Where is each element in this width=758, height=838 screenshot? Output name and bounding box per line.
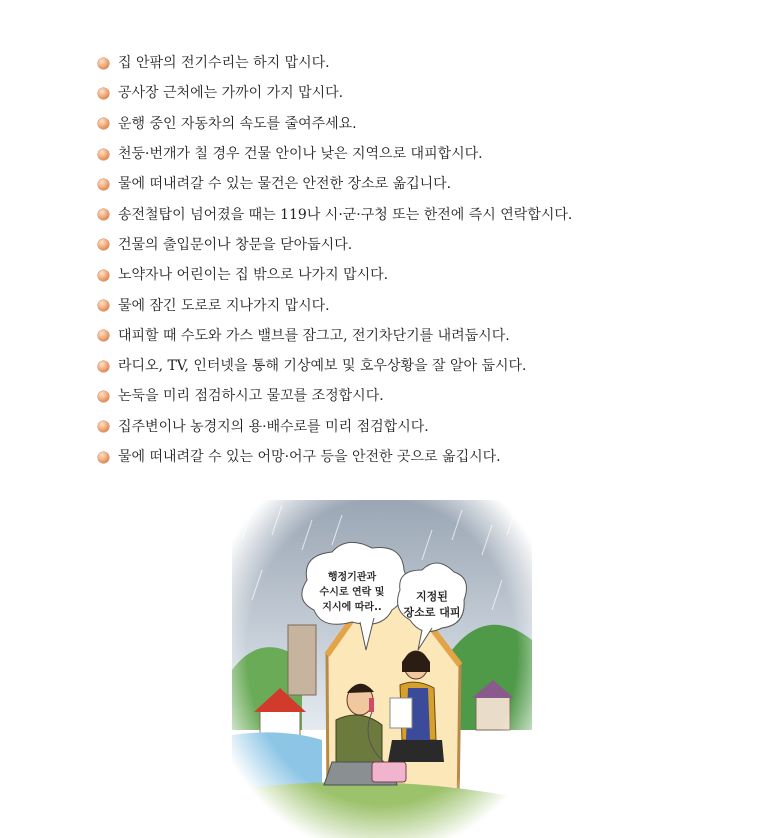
list-item-text: 라디오, TV, 인터넷을 통해 기상예보 및 호우상황을 잘 알아 둡시다. [118, 358, 527, 375]
bullet-icon [98, 452, 109, 463]
list-item [96, 230, 572, 260]
bullet-icon [98, 58, 109, 69]
list-item [96, 351, 572, 381]
list-item-text: 집주변이나 농경지의 용·배수로를 미리 점검합시다. [118, 418, 429, 435]
list-item [96, 139, 572, 169]
list-item [96, 442, 572, 472]
list-item-text: 공사장 근처에는 가까이 가지 맙시다. [118, 85, 344, 102]
list-item-text: 물에 떠내려갈 수 있는 물건은 안전한 장소로 옮깁니다. [118, 176, 452, 193]
list-item [96, 290, 572, 320]
list-item [96, 78, 572, 108]
list-item-text: 운행 중인 자동차의 속도를 줄여주세요. [118, 115, 357, 132]
list-item [96, 169, 572, 199]
list-item [96, 381, 572, 411]
bullet-icon [98, 391, 109, 402]
bullet-icon [98, 421, 109, 432]
list-item [96, 199, 572, 229]
bullet-icon [98, 209, 109, 220]
flood-evacuation-illustration [232, 500, 532, 838]
bullet-icon [98, 149, 109, 160]
edge-fade [232, 500, 532, 838]
list-item-text: 집 안팎의 전기수리는 하지 맙시다. [118, 55, 330, 72]
list-item-text: 대피할 때 수도와 가스 밸브를 잠그고, 전기차단기를 내려둡시다. [118, 327, 510, 344]
list-item [96, 321, 572, 351]
bullet-icon [98, 270, 109, 281]
list-item-text: 논둑을 미리 점검하시고 물꼬를 조정합시다. [118, 388, 384, 405]
list-item-text: 천둥·번개가 칠 경우 건물 안이나 낮은 지역으로 대피합시다. [118, 146, 483, 163]
list-item-text: 물에 떠내려갈 수 있는 어망·어구 등을 안전한 곳으로 옮깁시다. [118, 449, 501, 465]
bullet-icon [98, 300, 109, 311]
bullet-icon [98, 361, 109, 372]
list-item-text: 송전철탑이 넘어졌을 때는 119나 시·군·구청 또는 한전에 즉시 연락합시다. [118, 206, 573, 223]
bullet-icon [98, 330, 109, 341]
bullet-icon [98, 88, 109, 99]
safety-guidelines-list [96, 48, 572, 472]
bullet-icon [98, 179, 109, 190]
list-item [96, 109, 572, 139]
list-item [96, 260, 572, 290]
list-item [96, 48, 572, 78]
list-item-text: 건물의 출입문이나 창문을 닫아둡시다. [118, 236, 353, 253]
bullet-icon [98, 239, 109, 250]
list-item [96, 412, 572, 442]
list-item-text: 노약자나 어린이는 집 밖으로 나가지 맙시다. [118, 267, 389, 284]
list-item-text: 물에 잠긴 도로로 지나가지 맙시다. [118, 297, 330, 314]
bullet-icon [98, 118, 109, 129]
